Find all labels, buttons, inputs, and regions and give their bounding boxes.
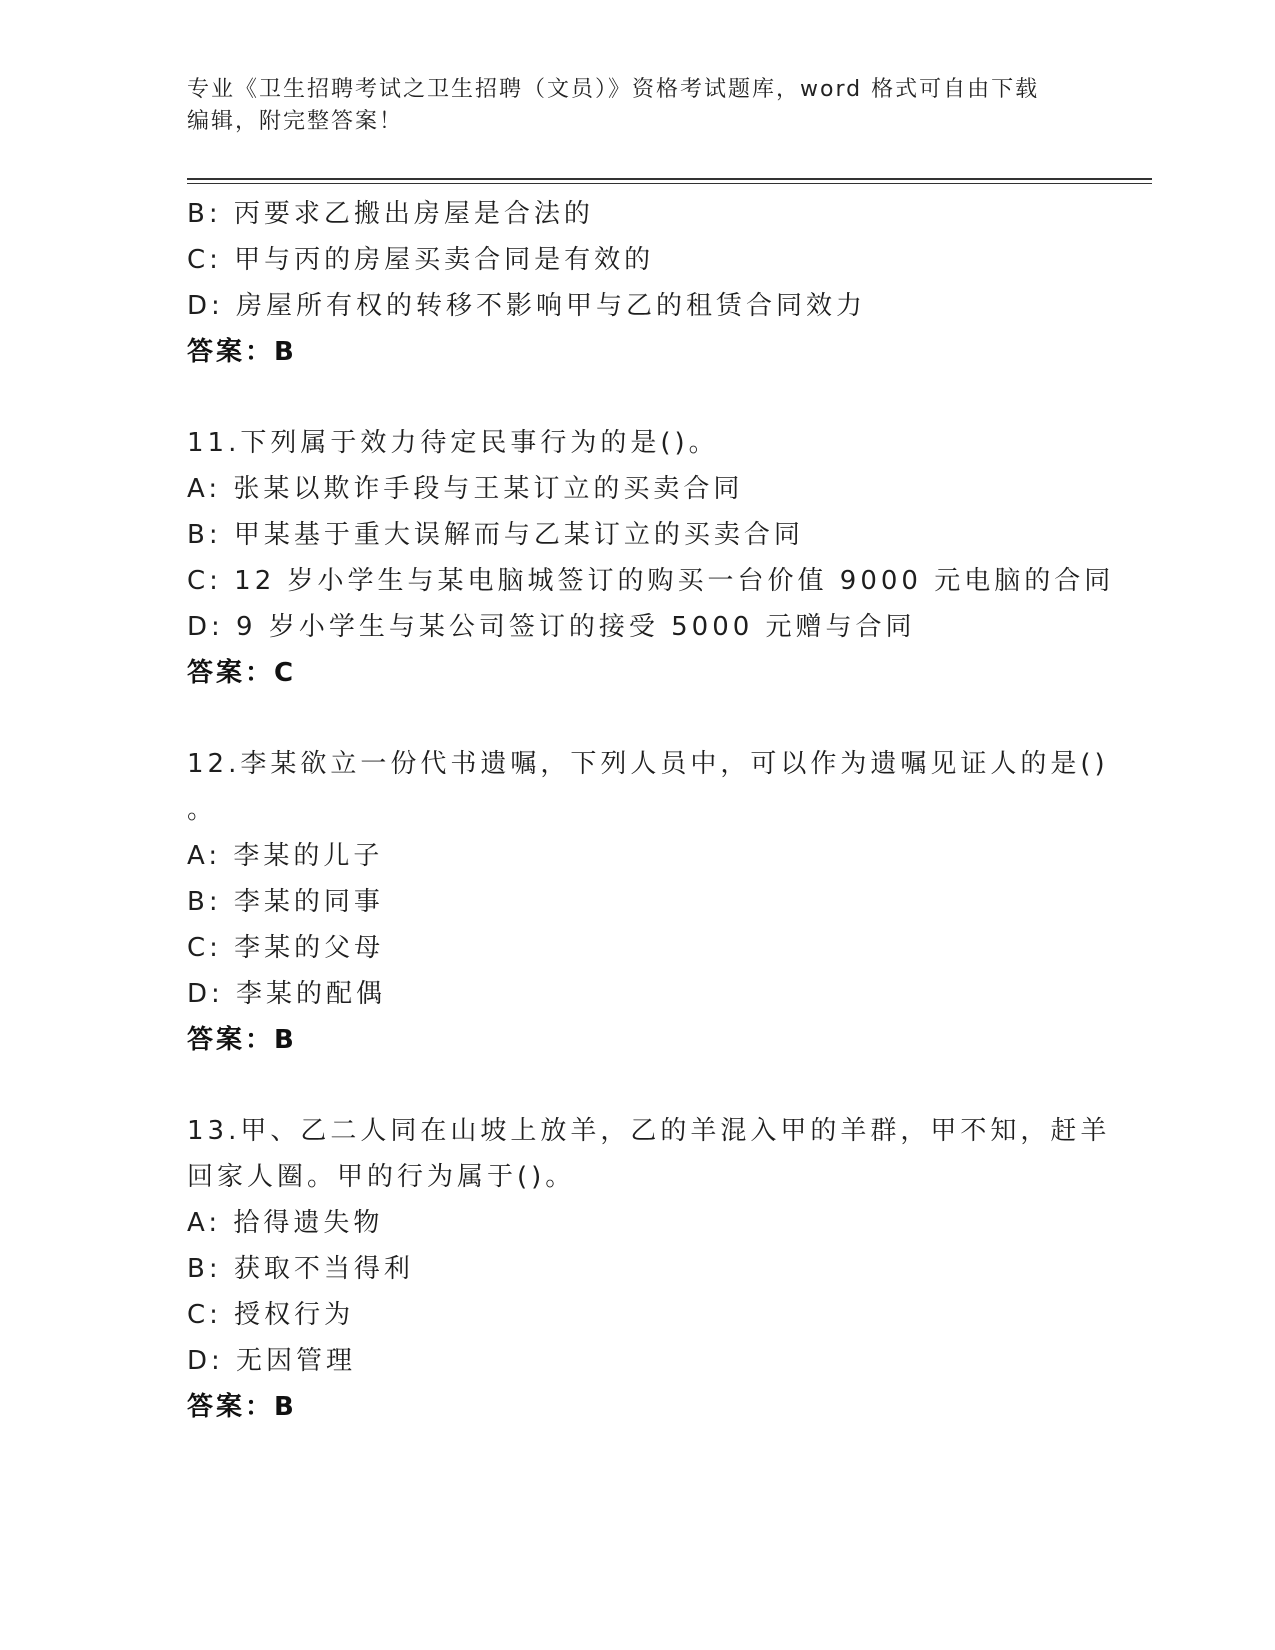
question-stem-line-2: 。 <box>187 795 218 825</box>
question-stem: 11.下列属于效力待定民事行为的是()。 <box>187 428 719 458</box>
answer: 答案：B <box>187 337 297 367</box>
option-b: B: 李某的同事 <box>187 887 384 917</box>
question-stem-line-1: 13.甲、乙二人同在山坡上放羊，乙的羊混入甲的羊群，甲不知，赶羊 <box>187 1116 1111 1146</box>
answer: 答案：C <box>187 658 297 688</box>
answer: 答案：B <box>187 1025 297 1055</box>
answer: 答案：B <box>187 1392 297 1422</box>
question-11 <box>187 420 1115 696</box>
header-divider-thin <box>187 183 1152 184</box>
question-list <box>187 191 1115 1430</box>
option-d: D: 9 岁小学生与某公司签订的接受 5000 元赠与合同 <box>187 612 916 642</box>
option-c: C: 李某的父母 <box>187 933 385 963</box>
option-a: A: 拾得遗失物 <box>187 1208 384 1238</box>
option-b: B: 获取不当得利 <box>187 1254 414 1284</box>
header-line-1: 专业《卫生招聘考试之卫生招聘（文员）》资格考试题库，word 格式可自由下载 <box>187 77 1040 102</box>
option-c: C: 授权行为 <box>187 1300 355 1330</box>
option-d: D: 房屋所有权的转移不影响甲与乙的租赁合同效力 <box>187 291 867 321</box>
option-c: C: 甲与丙的房屋买卖合同是有效的 <box>187 245 655 275</box>
question-12 <box>187 741 1109 1063</box>
question-10 <box>187 191 1087 375</box>
header-divider-thick <box>187 178 1152 180</box>
option-b: B: 甲某基于重大误解而与乙某订立的买卖合同 <box>187 520 804 550</box>
option-d: D: 无因管理 <box>187 1346 357 1376</box>
option-a: A: 李某的儿子 <box>187 841 384 871</box>
option-a: A: 张某以欺诈手段与王某订立的买卖合同 <box>187 474 744 504</box>
option-b: B: 丙要求乙搬出房屋是合法的 <box>187 199 594 229</box>
question-stem-line-2: 回家人圈。甲的行为属于()。 <box>187 1162 576 1192</box>
header-line-2: 编辑，附完整答案！ <box>187 109 404 134</box>
option-d: D: 李某的配偶 <box>187 979 387 1009</box>
question-stem-line-1: 12.李某欲立一份代书遗嘱，下列人员中，可以作为遗嘱见证人的是() <box>187 749 1109 779</box>
option-c: C: 12 岁小学生与某电脑城签订的购买一台价值 9000 元电脑的合同 <box>187 566 1115 596</box>
document-header <box>187 74 1067 138</box>
question-13 <box>187 1108 1111 1430</box>
